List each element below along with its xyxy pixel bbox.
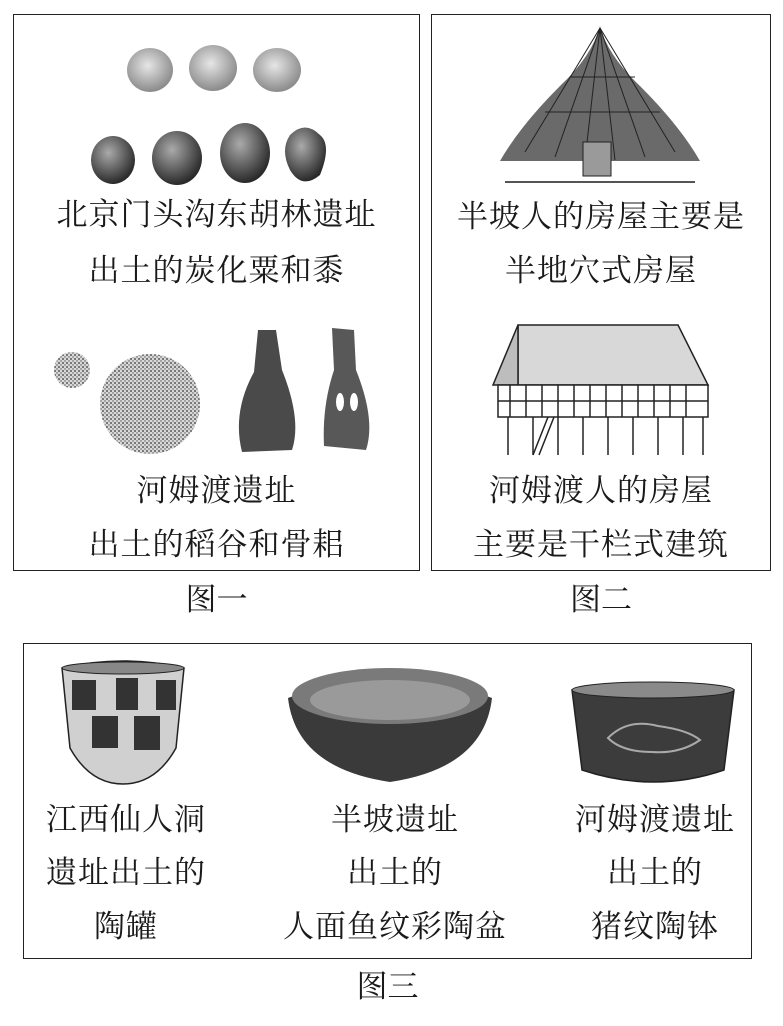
bowl-caption-line-2: 出土的 bbox=[607, 855, 703, 891]
millet-caption-line-2: 出土的炭化粟和黍 bbox=[88, 253, 345, 289]
rice-caption-line-2: 出土的稻谷和骨耜 bbox=[88, 527, 345, 563]
semi-subterranean-house-image bbox=[495, 22, 705, 192]
bowl-caption-line-1: 河姆渡遗址 bbox=[575, 802, 735, 838]
hemudu-house-caption-line-2: 主要是干栏式建筑 bbox=[473, 527, 729, 563]
jar-caption-line-2: 遗址出土的 bbox=[46, 855, 206, 891]
banpo-house-caption-line-1: 半坡人的房屋主要是 bbox=[457, 199, 745, 235]
pottery-jar-image bbox=[58, 658, 188, 786]
pig-pattern-bowl-image bbox=[568, 680, 738, 790]
millet-caption-line-1: 北京门头沟东胡林遗址 bbox=[56, 197, 377, 233]
jar-caption-line-3: 陶罐 bbox=[94, 909, 158, 945]
basin-caption-line-2: 出土的 bbox=[347, 855, 443, 891]
banpo-house-caption-line-2: 半地穴式房屋 bbox=[505, 253, 697, 289]
stilt-house-image bbox=[488, 315, 718, 460]
rice-and-bone-spade-image bbox=[50, 322, 400, 462]
figure-one-label: 图一 bbox=[185, 582, 248, 618]
figure-three-label: 图三 bbox=[356, 969, 419, 1005]
rice-caption-line-1: 河姆渡遗址 bbox=[136, 473, 297, 509]
basin-caption-line-1: 半坡遗址 bbox=[331, 802, 459, 838]
basin-caption-line-3: 人面鱼纹彩陶盆 bbox=[283, 909, 507, 945]
bowl-caption-line-3: 猪纹陶钵 bbox=[591, 909, 719, 945]
painted-pottery-basin-image bbox=[284, 658, 496, 790]
carbonized-millet-image bbox=[85, 40, 355, 190]
figure-two-label: 图二 bbox=[570, 582, 632, 618]
hemudu-house-caption-line-1: 河姆渡人的房屋 bbox=[489, 473, 713, 509]
jar-caption-line-1: 江西仙人洞 bbox=[46, 802, 206, 838]
